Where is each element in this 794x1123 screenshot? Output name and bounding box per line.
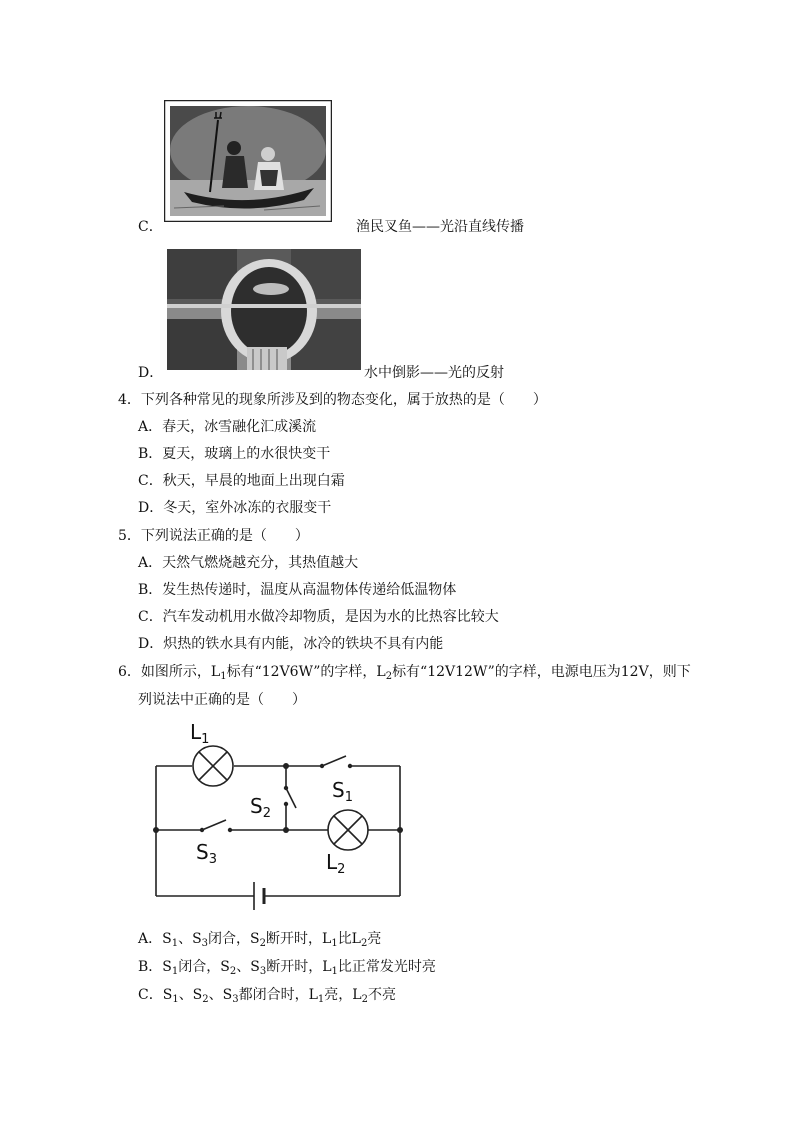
battery-symbol: [254, 882, 264, 910]
bridge-reflection-photo: [167, 249, 361, 370]
lamp-l2-symbol: [328, 810, 368, 850]
switch-s3-symbol: [200, 820, 232, 832]
q6-option-a: A．$S_1$、$S_3$闭合，$S_2$断开时，$L_1$比$L_2$亮: [138, 931, 382, 949]
circuit-diagram: [150, 718, 410, 918]
q5-option-a: A．天然气燃烧越充分，其热值越大: [138, 555, 359, 571]
q6-stem-line2: 列说法中正确的是（ ）: [138, 692, 306, 708]
label-s1: $S_1$: [332, 778, 353, 805]
label-s3: $S_3$: [196, 840, 217, 867]
circuit-wires: [150, 718, 410, 918]
q4-option-a: A．春天，冰雪融化汇成溪流: [138, 419, 317, 435]
junction-right: [397, 827, 403, 833]
label-s2: $S_2$: [250, 794, 271, 821]
junction-middle: [283, 827, 289, 833]
junction-left: [153, 827, 159, 833]
q6-option-c: C．$S_1$、$S_2$、$S_3$都闭合时，$L_1$亮，$L_2$不亮: [138, 987, 396, 1005]
switch-s1-symbol: [320, 756, 352, 768]
fisherman-photo: [164, 100, 332, 222]
q3-option-d-label: D．: [138, 365, 164, 381]
switch-s2-symbol: [284, 786, 296, 808]
q3-option-c-caption: 渔民叉鱼——光沿直线传播: [356, 219, 524, 235]
q6-stem-line1: 6．如图所示，$L_1$标有“12V6W”的字样，$L_2$标有“12V12W”的字样，电源电压为12V，则下: [118, 664, 691, 682]
q6-option-b: B．$S_1$闭合，$S_2$、$S_3$断开时，$L_1$比正常发光时亮: [138, 959, 436, 977]
lamp-l1-symbol: [193, 746, 233, 786]
q4-option-b: B．夏天，玻璃上的水很快变干: [138, 446, 331, 462]
q3-option-d-caption: 水中倒影——光的反射: [364, 365, 504, 381]
fisherman-spearing-fish-image: [164, 100, 332, 222]
q3-option-c-label: C．: [138, 219, 163, 235]
q4-stem: 4．下列各种常见的现象所涉及到的物态变化，属于放热的是（ ）: [118, 392, 547, 408]
q5-option-d: D．炽热的铁水具有内能，冰冷的铁块不具有内能: [138, 636, 444, 652]
q5-option-c: C．汽车发动机用水做冷却物质，是因为水的比热容比较大: [138, 609, 499, 625]
bridge-reflection-image: [167, 249, 361, 370]
q5-option-b: B．发生热传递时，温度从高温物体传递给低温物体: [138, 582, 457, 598]
label-l2: $L_2$: [326, 850, 346, 877]
q4-option-c: C．秋天，早晨的地面上出现白霜: [138, 473, 345, 489]
q5-stem: 5．下列说法正确的是（ ）: [118, 528, 309, 544]
label-l1: $L_1$: [190, 720, 210, 747]
q4-option-d: D．冬天，室外冰冻的衣服变干: [138, 500, 332, 516]
junction-top: [283, 763, 289, 769]
